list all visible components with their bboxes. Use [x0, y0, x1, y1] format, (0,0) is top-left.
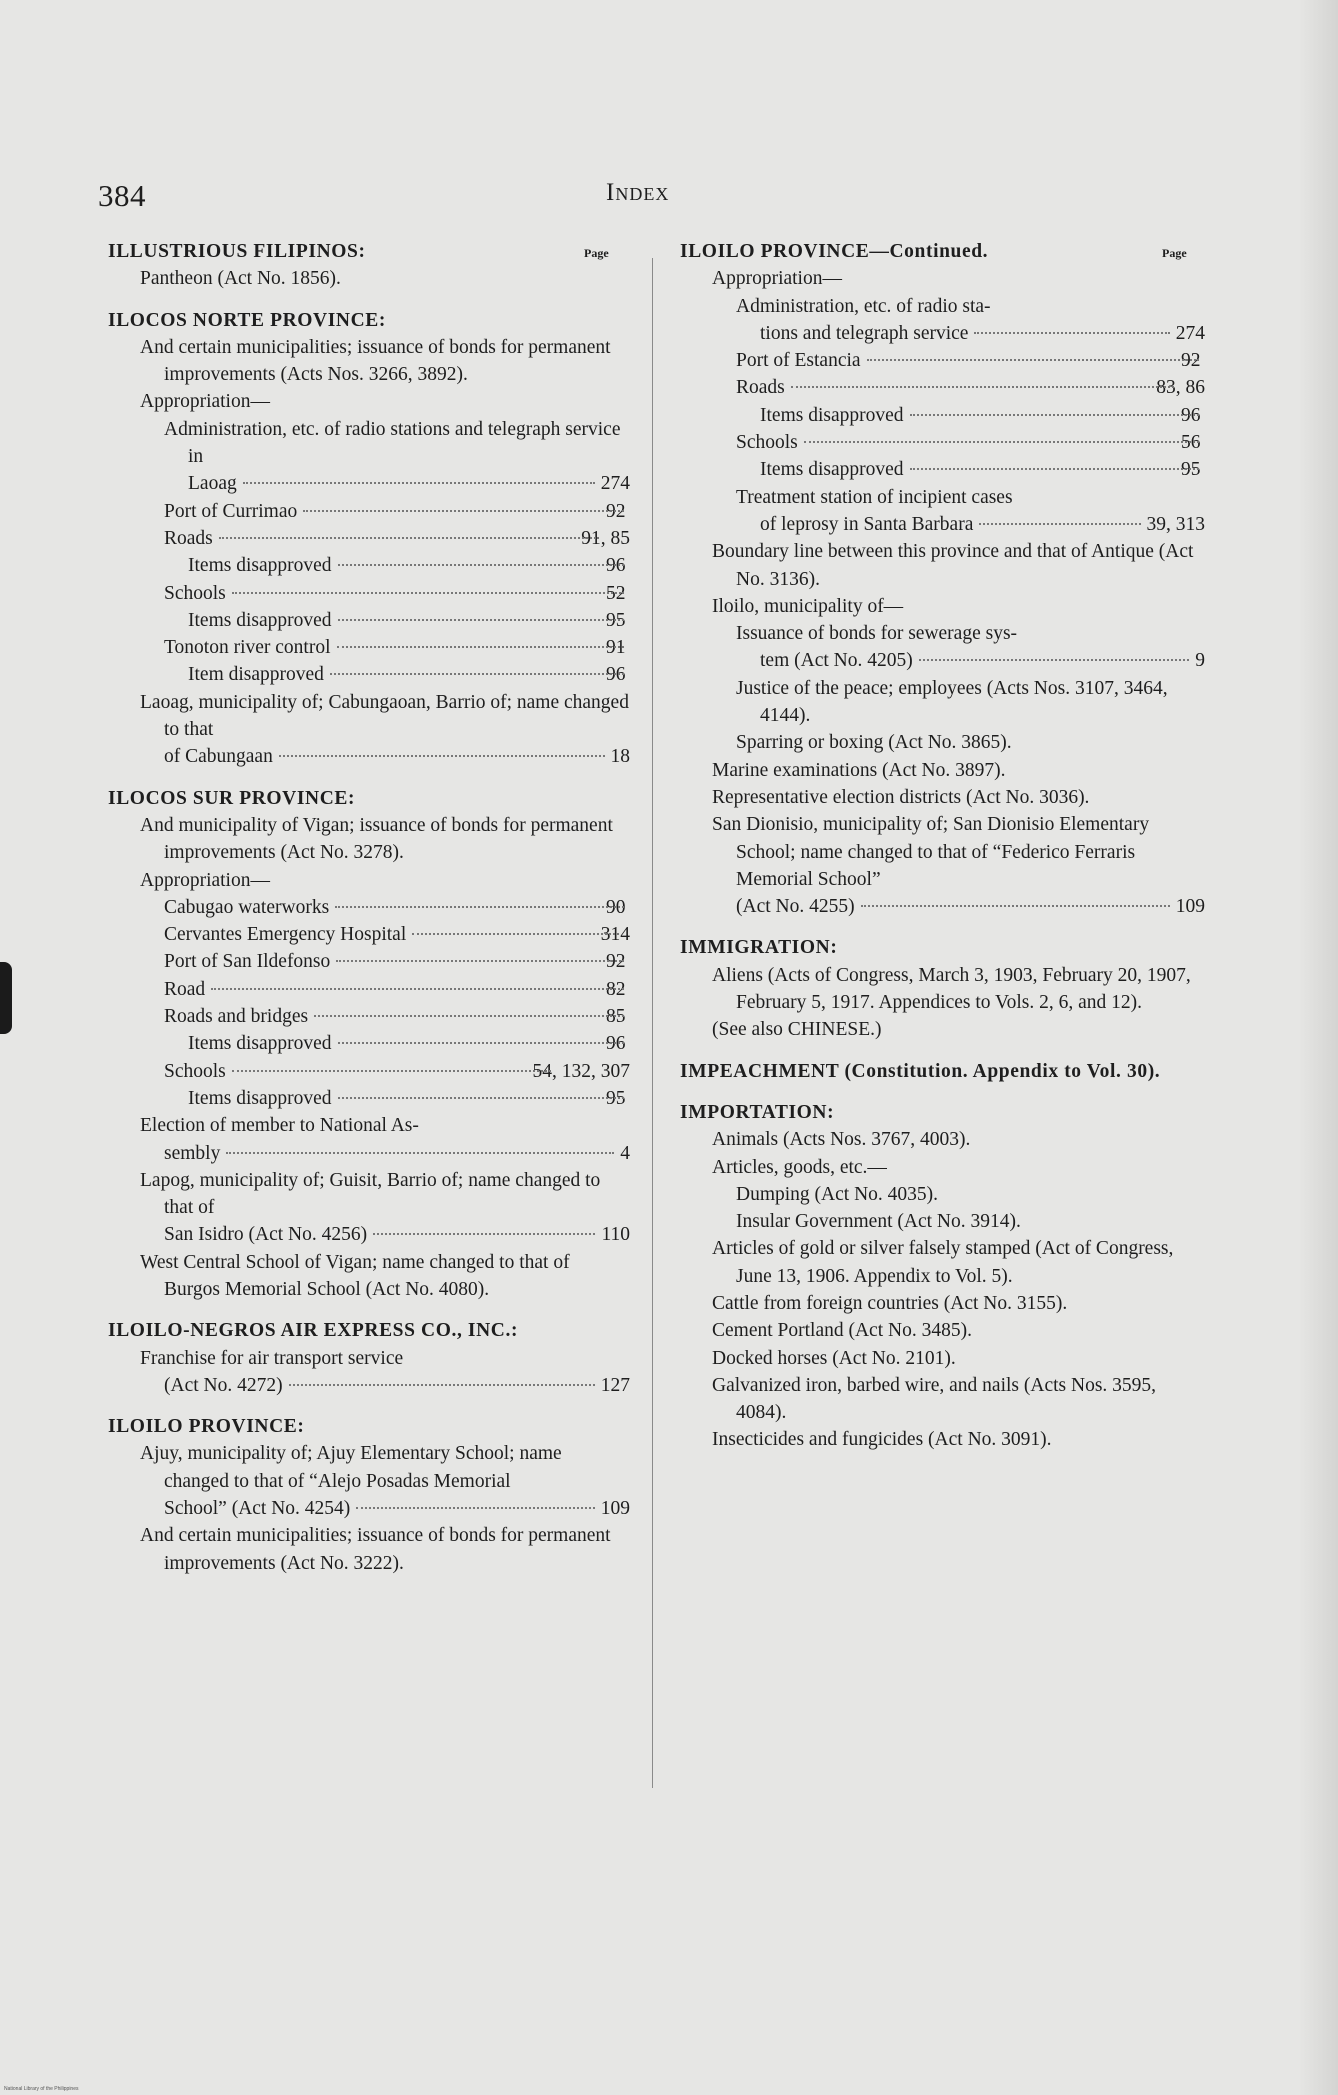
index-entry: And certain municipalities; issuance of bonds for permanent improvements (Acts Nos. 3266, 3892).	[140, 336, 611, 386]
entry-text: Port of San Ildefonso	[164, 951, 331, 973]
index-entry: Boundary line between this province and that of Antique (Act No. 3136).	[712, 541, 1194, 590]
index-entry: And certain municipalities; issuance of bonds for permanent improvements (Act No. 3222).	[140, 1525, 611, 1574]
dot-leader	[303, 510, 624, 512]
index-entry: Road 82	[108, 976, 630, 1003]
index-column-left	[108, 238, 630, 1577]
entry-text: Schools	[164, 1060, 226, 1082]
dot-leader	[974, 332, 1169, 334]
entry-text: Items disapproved	[188, 1033, 332, 1055]
dot-leader	[910, 468, 1199, 470]
index-entry	[108, 1167, 630, 1249]
entry-page: 9	[1195, 650, 1205, 672]
entry-last-line	[760, 320, 1205, 347]
entry-text: Schools	[164, 582, 226, 604]
entry-text: Administration, etc. of radio stations and telegraph service in	[164, 418, 621, 468]
entry-text: Administration, etc. of radio sta-	[736, 295, 991, 317]
index-entry	[680, 374, 1205, 401]
dot-leader	[338, 619, 624, 621]
dot-leader	[338, 564, 624, 566]
entry-last-line	[760, 511, 1205, 538]
entry-text: Road	[164, 978, 206, 1000]
dot-leader	[330, 673, 624, 675]
entry-page: 4	[620, 1142, 630, 1164]
index-entry: Aliens (Acts of Congress, March 3, 1903, February 20, 1907, February 5, 1917. Appendices to Vols. 2, 6, and 12).	[712, 964, 1191, 1014]
entry-page: 274	[1175, 322, 1205, 344]
entry-page: 91, 85	[581, 527, 630, 549]
scan-binding-mark	[0, 962, 12, 1034]
dot-leader	[804, 441, 1199, 443]
dot-leader	[314, 1015, 624, 1017]
index-entry	[108, 1440, 630, 1522]
index-entry: Roads and bridges 85	[108, 1003, 630, 1030]
entry-tail: tem (Act No. 4205)	[760, 650, 913, 672]
index-heading: ILOILO-NEGROS AIR EXPRESS CO., INC.:	[108, 1320, 519, 1342]
entry-text: Roads and bridges	[164, 1006, 309, 1028]
index-entry: Insecticides and fungicides (Act No. 3091).	[712, 1429, 1052, 1451]
dot-leader	[412, 933, 619, 935]
index-entry	[108, 416, 630, 498]
entry-text: Items disapproved	[760, 404, 904, 426]
entry-tail: (Act No. 4255)	[736, 896, 855, 918]
index-entry: Marine examinations (Act No. 3897).	[712, 759, 1006, 781]
entry-last-line	[736, 893, 1205, 920]
index-entry: Cattle from foreign countries (Act No. 3155).	[712, 1292, 1068, 1314]
index-entry: Dumping (Act No. 4035).	[736, 1183, 939, 1205]
index-entry: Pantheon (Act No. 1856).	[140, 268, 341, 290]
dot-leader	[279, 755, 605, 757]
dot-leader	[243, 482, 595, 484]
index-entry	[680, 293, 1205, 348]
index-heading: IMPEACHMENT (Constitution. Appendix to Vol. 30).	[680, 1060, 1161, 1082]
dot-leader	[289, 1384, 595, 1386]
entry-tail: (Act No. 4272)	[164, 1374, 283, 1396]
entry-tail: School” (Act No. 4254)	[164, 1498, 351, 1520]
entry-last-line	[164, 1140, 630, 1167]
index-entry: Iloilo, municipality of—	[712, 595, 904, 617]
dot-leader	[373, 1233, 595, 1235]
dot-leader	[219, 537, 600, 539]
entry-text: Roads	[736, 377, 785, 399]
dot-leader	[861, 905, 1170, 907]
index-entry: Sparring or boxing (Act No. 3865).	[736, 732, 1012, 754]
entry-page: 109	[600, 1498, 630, 1520]
index-heading: ILOILO PROVINCE:	[108, 1416, 305, 1438]
dot-leader	[335, 906, 624, 908]
entry-page: 274	[600, 473, 630, 495]
index-entry	[108, 689, 630, 771]
index-heading: ILOCOS SUR PROVINCE:	[108, 787, 356, 809]
entry-tail: San Isidro (Act No. 4256)	[164, 1224, 368, 1246]
index-entry: Items disapproved 95	[108, 1085, 630, 1112]
index-entry: Items disapproved 96	[108, 1030, 630, 1057]
entry-last-line	[164, 743, 630, 770]
entry-text: Cervantes Emergency Hospital	[164, 924, 407, 946]
index-entry	[108, 525, 630, 552]
index-entry: Schools 52	[108, 580, 630, 607]
entry-page: 110	[601, 1224, 630, 1246]
dot-leader	[919, 659, 1190, 661]
index-entry: Insular Government (Act No. 3914).	[736, 1211, 1021, 1233]
entry-text: Port of Currimao	[164, 500, 298, 522]
index-entry: Schools 56	[680, 429, 1205, 456]
index-entry	[680, 620, 1205, 675]
index-entry: Port of Currimao 92	[108, 498, 630, 525]
index-entry: And municipality of Vigan; issuance of bonds for permanent improvements (Act No. 3278).	[140, 814, 613, 864]
entry-text: Treatment station of incipient cases	[736, 486, 1013, 508]
index-heading: IMPORTATION:	[680, 1101, 835, 1123]
scan-footer: National Library of the Philippines	[4, 2086, 79, 2092]
index-entry	[108, 1058, 630, 1085]
dot-leader	[226, 1152, 614, 1154]
entry-text: Items disapproved	[188, 1087, 332, 1109]
entry-text: Items disapproved	[760, 459, 904, 481]
entry-page: 18	[610, 746, 630, 768]
entry-tail: of leprosy in Santa Barbara	[760, 513, 974, 535]
index-entry: Articles, goods, etc.—	[712, 1156, 887, 1178]
index-entry	[680, 484, 1205, 539]
index-entry	[108, 1345, 630, 1400]
index-entry	[680, 811, 1205, 920]
entry-text: Items disapproved	[188, 609, 332, 631]
dot-leader	[867, 359, 1199, 361]
index-heading: ILLUSTRIOUS FILIPINOS:	[108, 241, 366, 262]
index-entry: Cabugao waterworks 90	[108, 894, 630, 921]
entry-last-line	[188, 470, 630, 497]
entry-page: 83, 86	[1156, 377, 1205, 399]
entry-text: Issuance of bonds for sewerage sys-	[736, 623, 1018, 645]
index-entry: Items disapproved 95	[108, 607, 630, 634]
index-entry	[108, 921, 630, 948]
entry-last-line	[164, 1221, 630, 1248]
dot-leader	[337, 646, 624, 648]
index-heading: ILOCOS NORTE PROVINCE:	[108, 309, 386, 331]
page-column-label-left: Page	[584, 246, 609, 260]
page-number: 384	[98, 178, 146, 213]
index-entry: Representative election districts (Act No. 3036).	[712, 786, 1090, 808]
page-edge-shadow	[1298, 0, 1338, 2095]
entry-page: 54, 132, 307	[532, 1060, 630, 1082]
index-entry: Port of Estancia 92	[680, 347, 1205, 374]
index-entry: Item disapproved 96	[108, 661, 630, 688]
entry-last-line	[164, 1495, 630, 1522]
index-entry: Port of San Ildefonso 92	[108, 948, 630, 975]
index-entry: Docked horses (Act No. 2101).	[712, 1347, 956, 1369]
dot-leader	[356, 1507, 594, 1509]
entry-text: Roads	[164, 527, 213, 549]
index-entry: Justice of the peace; employees (Acts Nos. 3107, 3464, 4144).	[736, 677, 1168, 727]
entry-text: Cabugao waterworks	[164, 896, 330, 918]
entry-tail: of Cabungaan	[164, 746, 273, 768]
entry-text: Port of Estancia	[736, 350, 861, 372]
index-entry: Appropriation—	[140, 869, 270, 891]
index-entry: Items disapproved 96	[680, 402, 1205, 429]
index-entry: Animals (Acts Nos. 3767, 4003).	[712, 1129, 971, 1151]
entry-tail: Laoag	[188, 473, 237, 495]
index-entry: Galvanized iron, barbed wire, and nails (Acts Nos. 3595, 4084).	[712, 1374, 1157, 1424]
index-entry: Tonoton river control 91	[108, 634, 630, 661]
index-entry: (See also CHINESE.)	[712, 1019, 882, 1041]
index-entry: Appropriation—	[140, 391, 270, 413]
entry-text: San Dionisio, municipality of; San Dionisio Elementary School; name changed to that of “Federico Ferraris Memorial School”	[712, 814, 1150, 890]
index-heading: IMMIGRATION:	[680, 937, 838, 959]
entry-last-line	[164, 1372, 630, 1399]
entry-page: 314	[600, 924, 630, 946]
dot-leader	[910, 414, 1199, 416]
index-entry: Appropriation—	[712, 268, 842, 290]
entry-text: Ajuy, municipality of; Ajuy Elementary School; name changed to that of “Alejo Posadas Memorial	[140, 1443, 562, 1492]
entry-text: Lapog, municipality of; Guisit, Barrio of; name changed to that of	[140, 1169, 601, 1219]
index-column-right	[680, 238, 1205, 1454]
index-entry: Articles of gold or silver falsely stamped (Act of Congress, June 13, 1906. Appendix to Vol. 5).	[712, 1238, 1174, 1287]
index-entry: Items disapproved 95	[680, 456, 1205, 483]
dot-leader	[338, 1042, 624, 1044]
index-heading: ILOILO PROVINCE—Continued.	[680, 241, 989, 262]
entry-page: 109	[1175, 896, 1205, 918]
entry-text: Tonoton river control	[164, 637, 331, 659]
column-divider	[652, 258, 653, 1788]
entry-last-line	[760, 647, 1205, 674]
page-column-label-right: Page	[1162, 246, 1187, 260]
page-title: Index	[606, 179, 670, 206]
index-entry: Cement Portland (Act No. 3485).	[712, 1320, 972, 1342]
index-entry: Items disapproved 96	[108, 552, 630, 579]
index-entry: West Central School of Vigan; name changed to that of Burgos Memorial School (Act No. 4080).	[140, 1251, 570, 1300]
dot-leader	[979, 523, 1140, 525]
entry-page: 39, 313	[1146, 513, 1205, 535]
entry-text: Franchise for air transport service	[140, 1347, 404, 1369]
index-entry	[108, 1112, 630, 1167]
entry-tail: sembly	[164, 1142, 221, 1164]
dot-leader	[232, 592, 624, 594]
dot-leader	[791, 386, 1175, 388]
entry-text: Item disapproved	[188, 664, 324, 686]
dot-leader	[211, 988, 624, 990]
entry-text: Schools	[736, 432, 798, 454]
dot-leader	[232, 1070, 551, 1072]
dot-leader	[336, 960, 624, 962]
entry-text: Laoag, municipality of; Cabungaoan, Barrio of; name changed to that	[140, 691, 629, 741]
entry-text: Election of member to National As-	[140, 1115, 419, 1137]
entry-tail: tions and telegraph service	[760, 322, 969, 344]
dot-leader	[338, 1097, 624, 1099]
entry-text: Items disapproved	[188, 555, 332, 577]
entry-page: 127	[600, 1374, 630, 1396]
